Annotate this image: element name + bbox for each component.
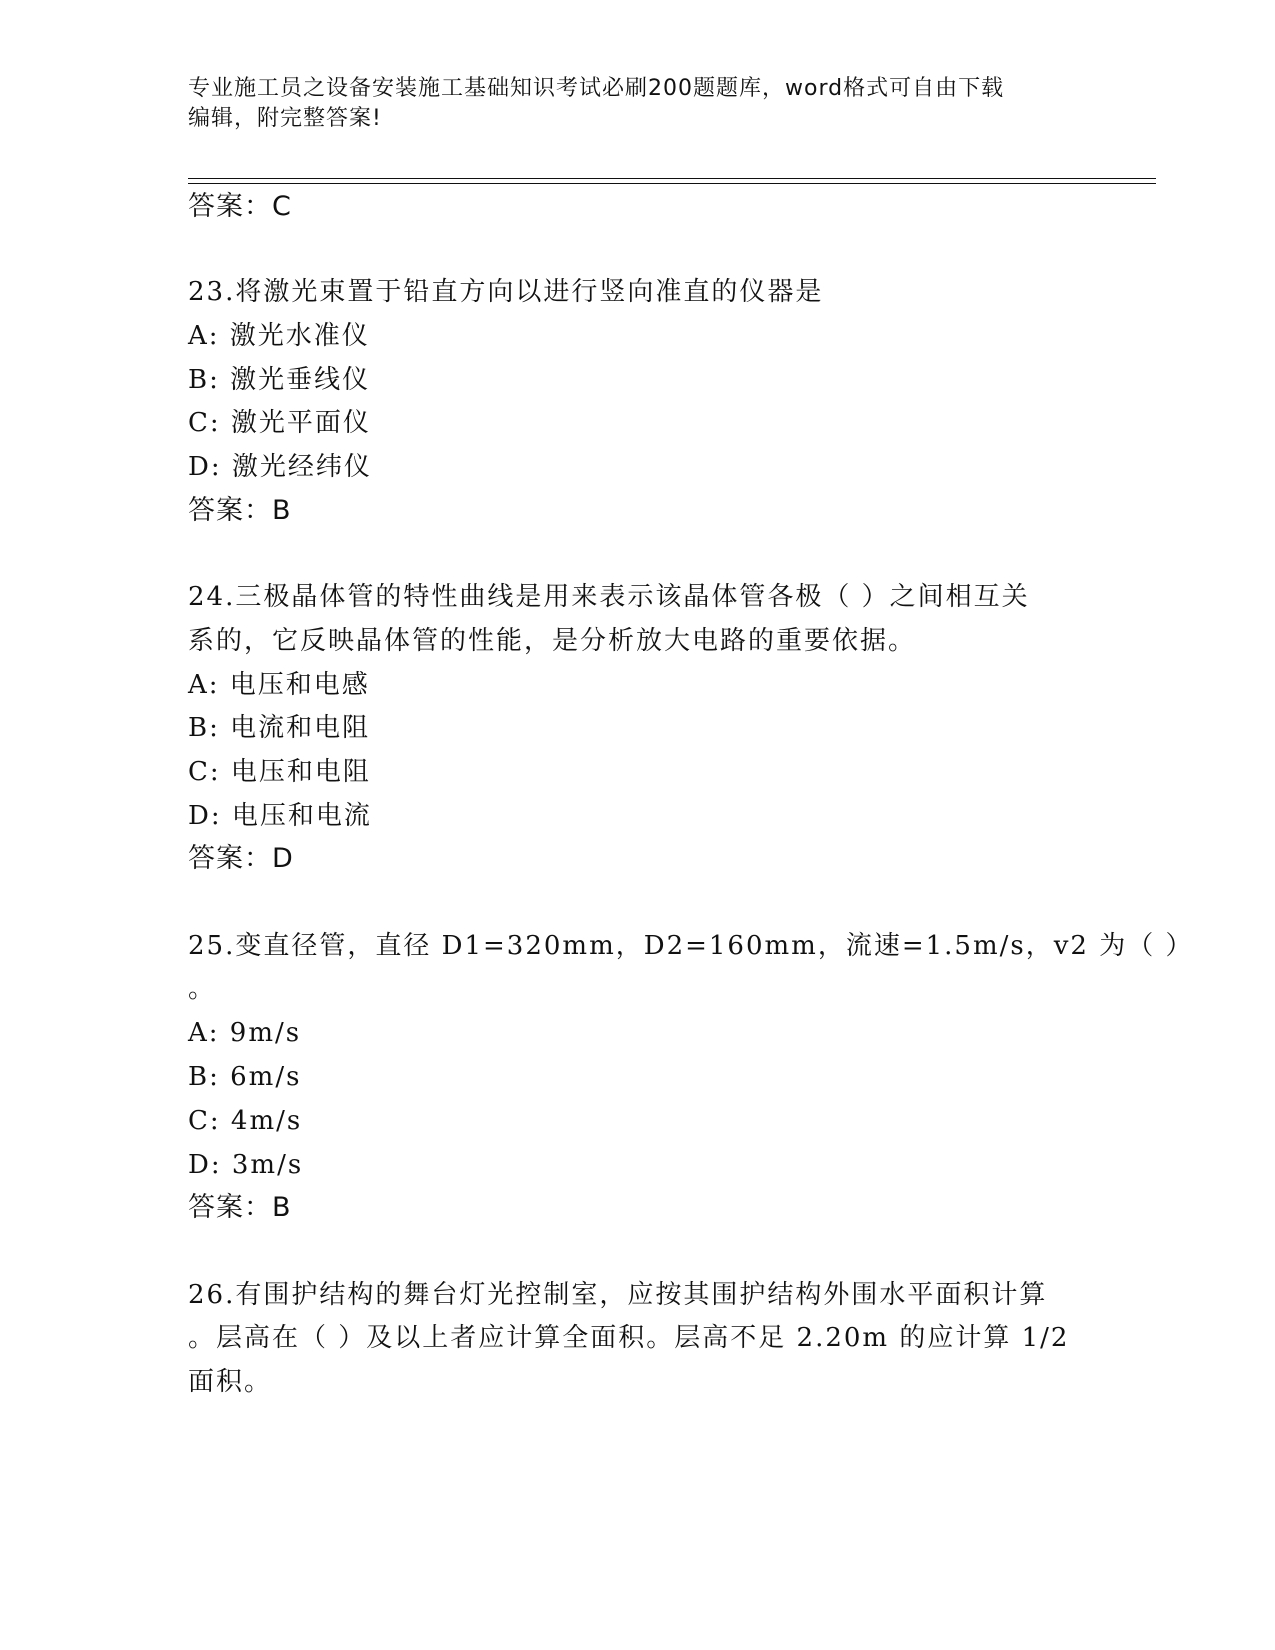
question-25-answer: 答案：B [188, 1192, 292, 1223]
header-divider-top [188, 178, 1156, 179]
header-title-line-2: 编辑，附完整答案! [188, 106, 382, 131]
question-24-option-c: C: 电压和电阻 [188, 757, 371, 787]
question-24-stem-line-2: 系的，它反映晶体管的性能，是分析放大电路的重要依据。 [188, 626, 917, 656]
question-26-stem-line-3: 面积。 [188, 1367, 273, 1397]
question-25-option-b: B: 6m/s [188, 1062, 302, 1092]
header-divider-bottom [188, 183, 1156, 184]
question-24-option-b: B: 电流和电阻 [188, 713, 371, 743]
question-24-option-a: A: 电压和电感 [188, 670, 370, 700]
answer-previous: 答案：C [188, 191, 292, 222]
question-24-option-d: D: 电压和电流 [188, 801, 372, 831]
question-23-option-c: C: 激光平面仪 [188, 408, 371, 438]
question-23-option-d: D: 激光经纬仪 [188, 452, 372, 482]
header-title-line-1: 专业施工员之设备安装施工基础知识考试必刷200题题库，word格式可自由下载 [188, 76, 1005, 101]
question-23-stem: 23.将激光束置于铅直方向以进行竖向准直的仪器是 [188, 277, 824, 307]
document-header [188, 74, 1068, 134]
question-25-option-c: C: 4m/s [188, 1106, 303, 1136]
question-25-stem-line-1: 25.变直径管，直径 D1=320mm，D2=160mm，流速=1.5m/s，v2 为（ ） [188, 931, 1194, 961]
question-26-stem-line-1: 26.有围护结构的舞台灯光控制室，应按其围护结构外围水平面积计算 [188, 1280, 1048, 1310]
question-23-option-a: A: 激光水准仪 [188, 321, 370, 351]
question-24-stem-line-1: 24.三极晶体管的特性曲线是用来表示该晶体管各极（ ）之间相互关 [188, 582, 1030, 612]
question-23-option-b: B: 激光垂线仪 [188, 365, 371, 395]
question-25-stem-line-2: 。 [188, 974, 217, 1004]
question-25-option-d: D: 3m/s [188, 1150, 304, 1180]
question-25-option-a: A: 9m/s [188, 1018, 302, 1048]
question-23-answer: 答案：B [188, 495, 292, 526]
question-26-stem-line-2: 。层高在（ ）及以上者应计算全面积。层高不足 2.20m 的应计算 1/2 [188, 1323, 1070, 1353]
question-24-answer: 答案：D [188, 843, 294, 874]
